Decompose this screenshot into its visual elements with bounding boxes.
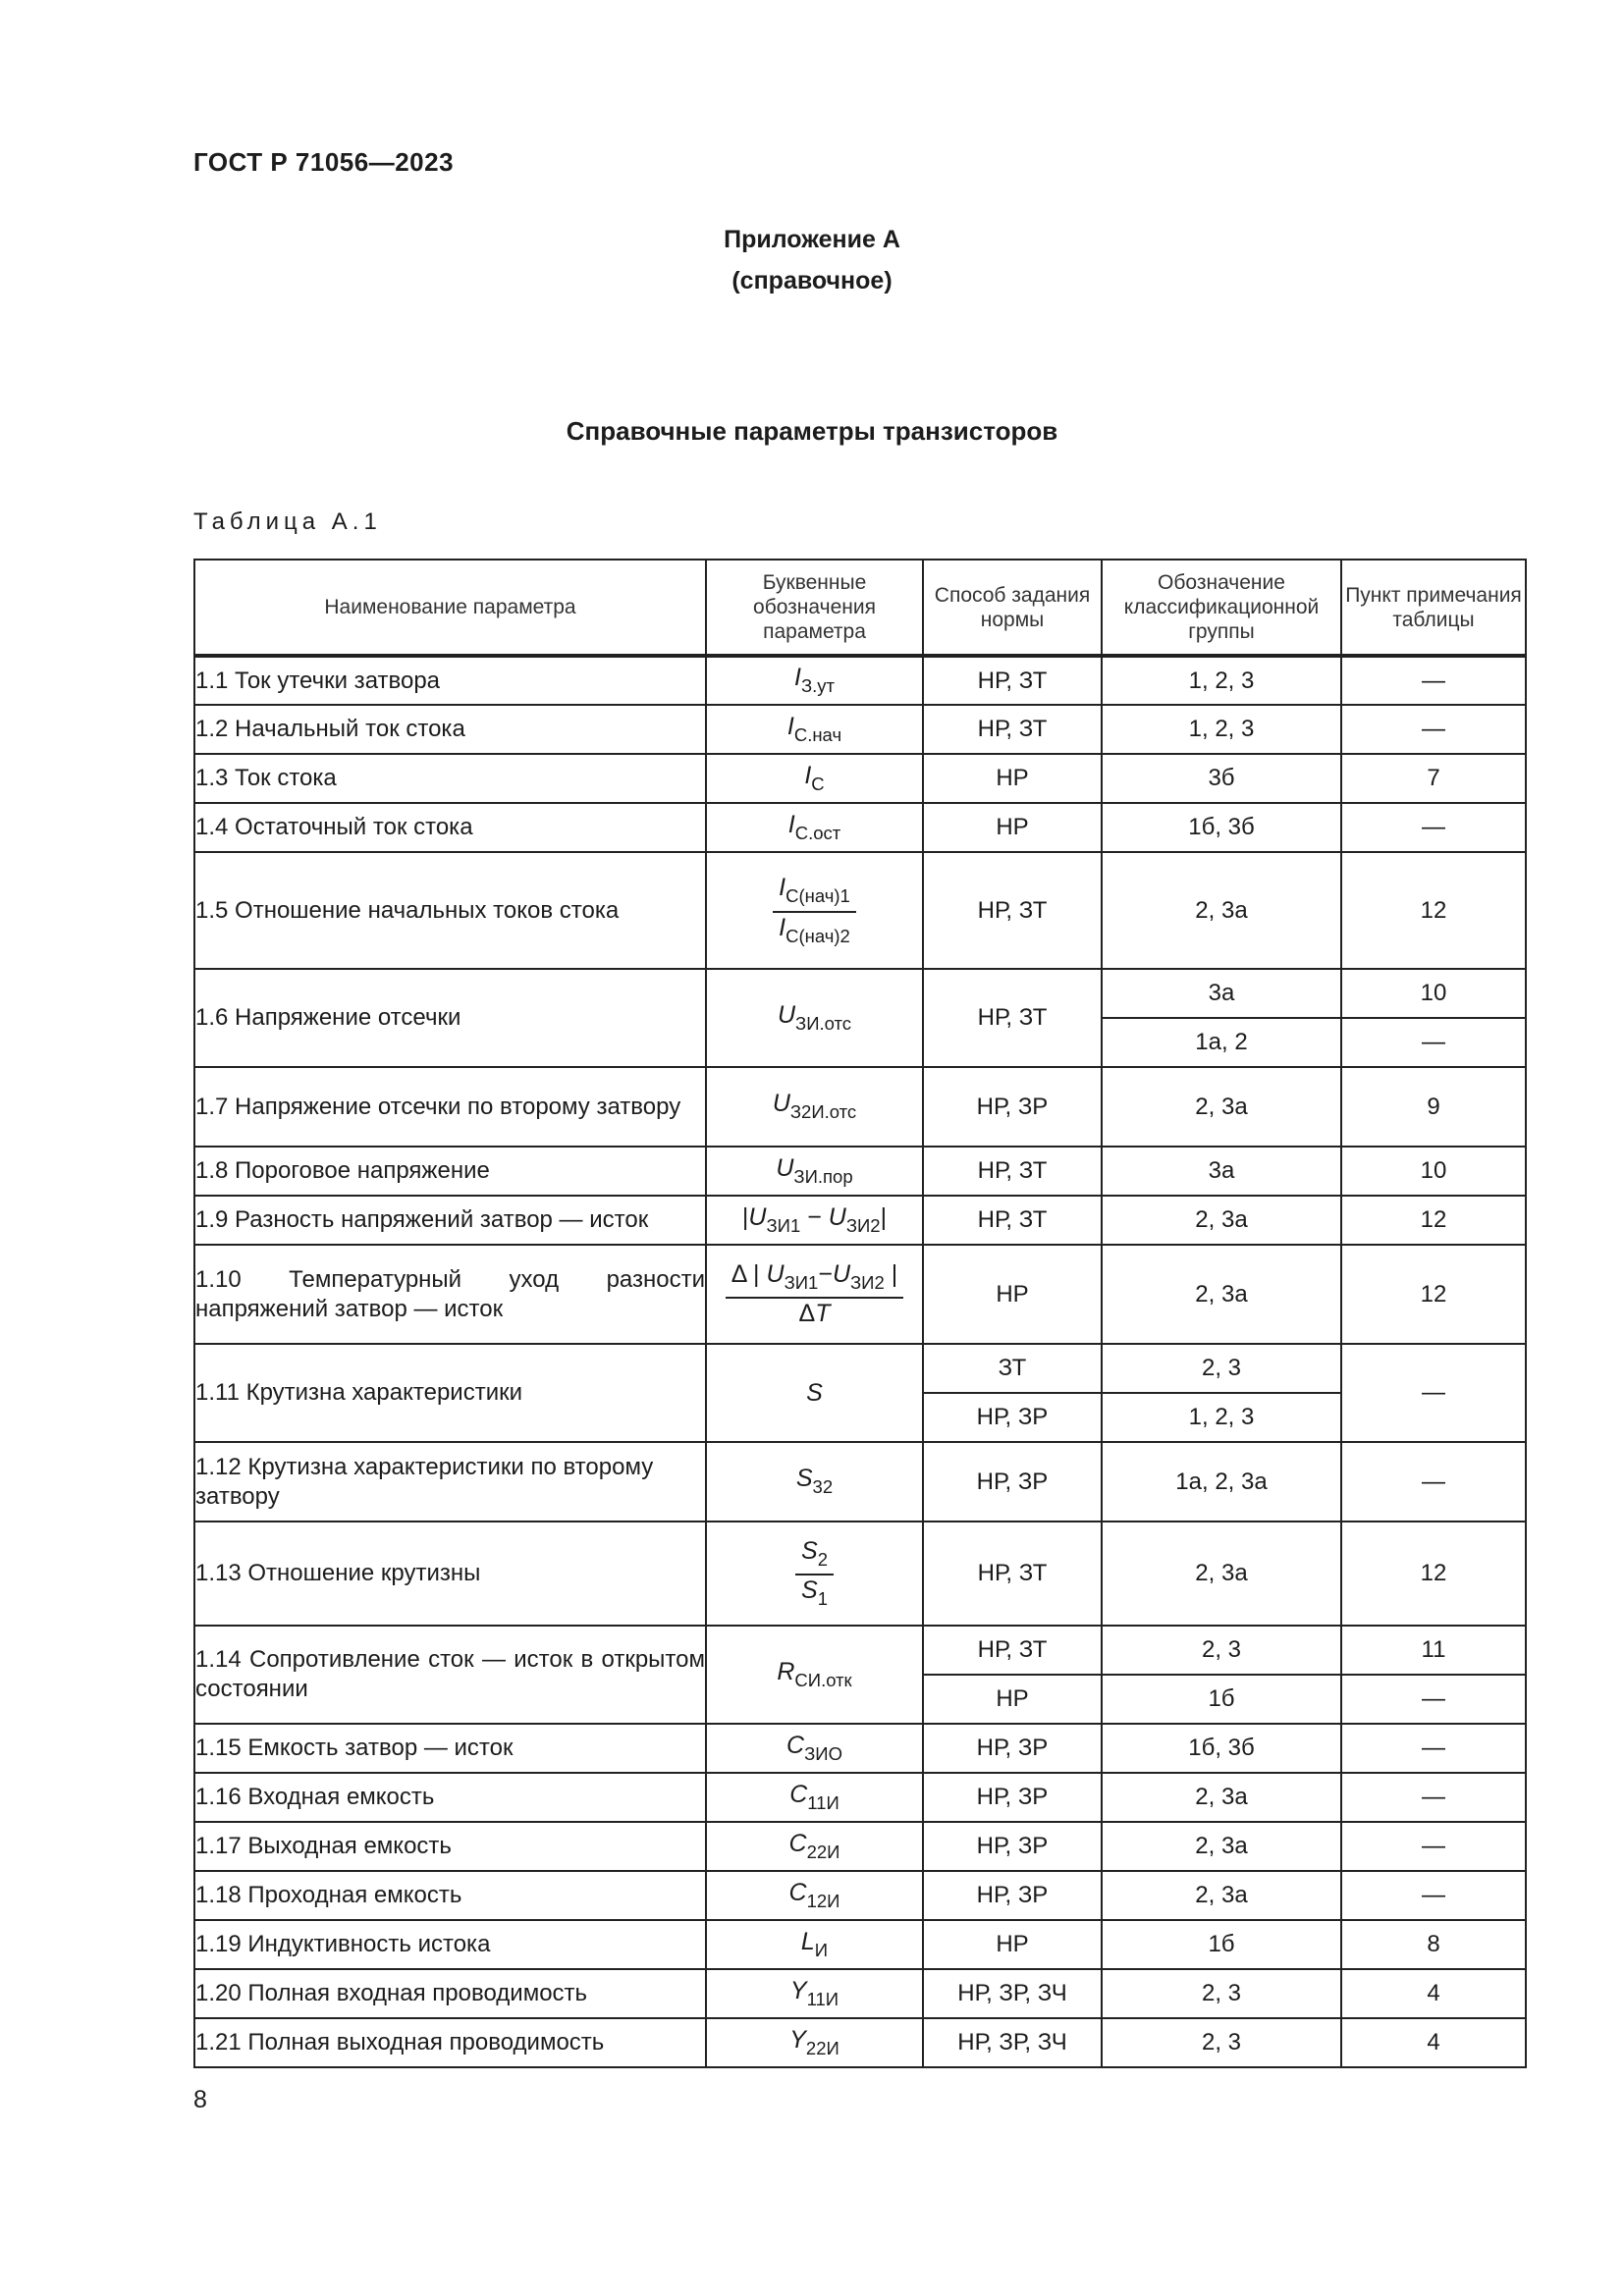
note-ref: —: [1341, 1822, 1526, 1871]
col-header-group: Обозначение классификационной группы: [1102, 560, 1341, 656]
note-ref: 12: [1341, 1196, 1526, 1245]
param-symbol: [706, 1773, 923, 1822]
param-symbol: [706, 969, 923, 1067]
class-group: 1б, 3б: [1102, 1724, 1341, 1773]
symbol-letter: C: [786, 1731, 805, 1759]
symbol-fraction: [795, 1537, 834, 1610]
note-ref: —: [1341, 803, 1526, 852]
class-group: 1б: [1102, 1920, 1341, 1969]
symbol-letter: U: [777, 1000, 796, 1029]
symbol-subscript: ЗИ2: [845, 1215, 881, 1236]
norm-method: НР, ЗР: [923, 1822, 1102, 1871]
table-row: [194, 1147, 1526, 1196]
table-row: [194, 1822, 1526, 1871]
symbol-letter: U: [828, 1202, 846, 1231]
norm-method: НР, ЗР: [923, 1724, 1102, 1773]
symbol-letter: U: [766, 1259, 785, 1288]
class-group: 1а, 2: [1102, 1018, 1341, 1067]
norm-method: НР, ЗР: [923, 1773, 1102, 1822]
norm-method: ЗТ: [923, 1344, 1102, 1393]
norm-method: НР, ЗТ: [923, 1626, 1102, 1675]
norm-method: НР, ЗТ: [923, 656, 1102, 705]
class-group: 1, 2, 3: [1102, 1393, 1341, 1442]
param-symbol: [706, 1969, 923, 2018]
param-symbol: [706, 1442, 923, 1522]
note-ref: 10: [1341, 969, 1526, 1018]
norm-method: НР, ЗР: [923, 1067, 1102, 1147]
param-name: 1.3 Ток стока: [194, 754, 706, 803]
col-header-method: Способ задания нормы: [923, 560, 1102, 656]
symbol-letter: Y: [789, 2025, 806, 2054]
class-group: 2, 3а: [1102, 1196, 1341, 1245]
param-symbol: [706, 1344, 923, 1442]
section-title: Справочные параметры транзисторов: [566, 416, 1058, 446]
param-name: 1.11 Крутизна характеристики: [194, 1344, 706, 1442]
symbol-subscript: СИ.отк: [794, 1670, 852, 1690]
param-name: 1.6 Напряжение отсечки: [194, 969, 706, 1067]
table-row: [194, 1773, 1526, 1822]
param-symbol: [706, 2018, 923, 2067]
symbol-subscript: ЗИ.пор: [793, 1166, 853, 1187]
table-row: [194, 1442, 1526, 1522]
symbol-subscript: З.ут: [800, 675, 835, 697]
class-group: 2, 3а: [1102, 1822, 1341, 1871]
norm-method: НР, ЗТ: [923, 969, 1102, 1067]
note-ref: —: [1341, 1442, 1526, 1522]
appendix-type: (справочное): [731, 267, 893, 294]
param-name: 1.9 Разность напряжений затвор — исток: [194, 1196, 706, 1245]
symbol-letter: S: [801, 1536, 818, 1565]
symbol-letter: C: [788, 1829, 807, 1857]
class-group: 1, 2, 3: [1102, 656, 1341, 705]
symbol-letter: L: [800, 1927, 815, 1955]
param-name: 1.2 Начальный ток стока: [194, 705, 706, 754]
table-row: [194, 1196, 1526, 1245]
symbol-subscript: 2: [817, 1549, 828, 1570]
param-symbol: [706, 1920, 923, 1969]
symbol-letter: S: [806, 1378, 823, 1407]
fraction-numerator: [773, 874, 856, 912]
param-name: 1.13 Отношение крутизны: [194, 1522, 706, 1626]
symbol-letter: T: [815, 1300, 831, 1327]
symbol-subscript: С.ост: [794, 823, 841, 843]
symbol-letter: I: [786, 712, 794, 740]
class-group: 2, 3а: [1102, 1067, 1341, 1147]
class-group: 3б: [1102, 754, 1341, 803]
symbol-letter: Y: [789, 1976, 807, 2004]
col-header-name: Наименование параметра: [194, 560, 706, 656]
param-symbol: [706, 1245, 923, 1344]
symbol-letter: C: [788, 1878, 807, 1906]
class-group: 1а, 2, 3а: [1102, 1442, 1341, 1522]
param-name: 1.5 Отношение начальных токов стока: [194, 852, 706, 969]
symbol-subscript: ЗИ2: [850, 1272, 885, 1293]
note-ref: 11: [1341, 1626, 1526, 1675]
norm-method: НР, ЗР, ЗЧ: [923, 2018, 1102, 2067]
abs-bar-right: |: [880, 1202, 888, 1231]
param-name: 1.16 Входная емкость: [194, 1773, 706, 1822]
param-symbol: [706, 1724, 923, 1773]
table-row: [194, 1067, 1526, 1147]
table-row: [194, 1920, 1526, 1969]
param-symbol: [706, 852, 923, 969]
standard-code: ГОСТ Р 71056—2023: [193, 147, 455, 177]
symbol-subscript: С(нач)2: [785, 925, 850, 946]
param-name: 1.21 Полная выходная проводимость: [194, 2018, 706, 2067]
minus-sign: −: [818, 1259, 833, 1288]
symbol-subscript: ЗИО: [804, 1743, 842, 1764]
param-name: 1.4 Остаточный ток стока: [194, 803, 706, 852]
note-ref: 10: [1341, 1147, 1526, 1196]
table-row: [194, 803, 1526, 852]
table-row: [194, 1871, 1526, 1920]
note-ref: 7: [1341, 754, 1526, 803]
fraction-denominator: [773, 913, 856, 947]
table-row: [194, 1344, 1526, 1393]
norm-method: НР, ЗТ: [923, 705, 1102, 754]
class-group: 2, 3а: [1102, 1871, 1341, 1920]
abs-bar-left: |: [741, 1202, 749, 1231]
norm-method: НР, ЗР: [923, 1442, 1102, 1522]
norm-method: НР, ЗР: [923, 1393, 1102, 1442]
norm-method: НР, ЗТ: [923, 1196, 1102, 1245]
symbol-subscript: И: [814, 1940, 829, 1960]
table-row: [194, 852, 1526, 969]
table-row: [194, 656, 1526, 705]
param-name: 1.12 Крутизна характеристики по второму затвору: [194, 1442, 706, 1522]
param-symbol: [706, 1822, 923, 1871]
param-symbol: [706, 754, 923, 803]
param-name: 1.19 Индуктивность истока: [194, 1920, 706, 1969]
norm-method: НР, ЗТ: [923, 852, 1102, 969]
symbol-letter: I: [794, 664, 801, 692]
class-group: 2, 3: [1102, 1969, 1341, 2018]
symbol-subscript: С(нач)1: [785, 885, 850, 907]
symbol-letter: I: [779, 874, 786, 902]
symbol-letter: S: [801, 1576, 818, 1604]
symbol-fraction: [726, 1260, 903, 1328]
symbol-fraction: [773, 874, 856, 946]
param-symbol: [706, 1067, 923, 1147]
symbol-letter: I: [804, 761, 812, 789]
symbol-letter: S: [795, 1465, 813, 1493]
table-row: [194, 1245, 1526, 1344]
col-header-symbol: Буквенные обозначения параметра: [706, 560, 923, 656]
table-row: [194, 2018, 1526, 2067]
fraction-numerator: [726, 1260, 903, 1299]
page-number: 8: [193, 2086, 207, 2113]
note-ref: 4: [1341, 1969, 1526, 2018]
note-ref: 9: [1341, 1067, 1526, 1147]
norm-method: НР: [923, 754, 1102, 803]
fraction-denominator: [726, 1299, 903, 1328]
norm-method: НР: [923, 1675, 1102, 1724]
param-name: 1.8 Пороговое напряжение: [194, 1147, 706, 1196]
symbol-letter: U: [832, 1259, 850, 1288]
symbol-subscript: 1: [817, 1588, 828, 1610]
table-header-row: [194, 560, 1526, 656]
param-symbol: [706, 1626, 923, 1724]
norm-method: НР: [923, 1920, 1102, 1969]
class-group: 2, 3а: [1102, 1522, 1341, 1626]
symbol-letter: R: [777, 1657, 795, 1685]
note-ref: 4: [1341, 2018, 1526, 2067]
norm-method: НР: [923, 803, 1102, 852]
param-name: 1.14 Сопротивление сток — исток в открытом состоянии: [194, 1626, 706, 1724]
param-symbol: [706, 656, 923, 705]
note-ref: 12: [1341, 852, 1526, 969]
note-ref: —: [1341, 1773, 1526, 1822]
norm-method: НР: [923, 1245, 1102, 1344]
table-row: [194, 705, 1526, 754]
class-group: 3а: [1102, 1147, 1341, 1196]
table-row: [194, 1724, 1526, 1773]
param-name: 1.10 Температурный уход разности напряжений затвор — исток: [194, 1245, 706, 1344]
symbol-letter: U: [772, 1090, 790, 1118]
fraction-numerator: [795, 1537, 834, 1575]
note-ref: —: [1341, 656, 1526, 705]
symbol-subscript: С.нач: [793, 724, 842, 745]
param-name: 1.7 Напряжение отсечки по второму затвору: [194, 1067, 706, 1147]
table-label: Таблица А.1: [193, 508, 382, 535]
table-row: [194, 1969, 1526, 2018]
norm-method: НР, ЗР: [923, 1871, 1102, 1920]
abs-bar-right: |: [884, 1259, 898, 1288]
symbol-subscript: С: [811, 774, 825, 794]
minus-sign: −: [807, 1202, 822, 1231]
note-ref: 12: [1341, 1245, 1526, 1344]
class-group: 2, 3: [1102, 1626, 1341, 1675]
param-symbol: [706, 803, 923, 852]
class-group: 2, 3а: [1102, 1773, 1341, 1822]
note-ref: 8: [1341, 1920, 1526, 1969]
abs-bar-left: |: [746, 1259, 767, 1288]
symbol-letter: C: [789, 1780, 808, 1808]
symbol-letter: U: [748, 1202, 767, 1231]
class-group: 1б: [1102, 1675, 1341, 1724]
param-name: 1.15 Емкость затвор — исток: [194, 1724, 706, 1773]
table-row: [194, 754, 1526, 803]
note-ref: —: [1341, 1675, 1526, 1724]
class-group: 1б, 3б: [1102, 803, 1341, 852]
table-row: [194, 969, 1526, 1018]
symbol-subscript: 12И: [806, 1891, 840, 1911]
class-group: 2, 3: [1102, 2018, 1341, 2067]
symbol-letter: U: [776, 1153, 794, 1182]
param-name: 1.1 Ток утечки затвора: [194, 656, 706, 705]
parameters-table: [193, 559, 1527, 2068]
symbol-subscript: 11И: [807, 1792, 839, 1813]
symbol-subscript: 11И: [806, 1989, 839, 2009]
appendix-title: Приложение А: [724, 226, 900, 253]
symbol-subscript: 22И: [805, 2038, 839, 2058]
note-ref: —: [1341, 1871, 1526, 1920]
symbol-letter: I: [779, 913, 786, 941]
class-group: 3а: [1102, 969, 1341, 1018]
param-symbol: [706, 1522, 923, 1626]
note-ref: —: [1341, 705, 1526, 754]
symbol-subscript: 32: [812, 1476, 834, 1498]
symbol-subscript: ЗИ1: [766, 1215, 801, 1236]
param-symbol: [706, 1871, 923, 1920]
param-symbol: [706, 705, 923, 754]
note-ref: 12: [1341, 1522, 1526, 1626]
symbol-subscript: ЗИ.отс: [795, 1013, 852, 1034]
col-header-note: Пункт примечания таблицы: [1341, 560, 1526, 656]
delta-sign: Δ: [731, 1259, 747, 1288]
note-ref: —: [1341, 1344, 1526, 1442]
symbol-subscript: ЗИ1: [784, 1272, 819, 1293]
param-symbol: [706, 1196, 923, 1245]
param-name: 1.17 Выходная емкость: [194, 1822, 706, 1871]
note-ref: —: [1341, 1724, 1526, 1773]
param-name: 1.20 Полная входная проводимость: [194, 1969, 706, 2018]
symbol-letter: I: [787, 810, 795, 838]
delta-sign: Δ: [798, 1300, 816, 1327]
norm-method: НР, ЗТ: [923, 1522, 1102, 1626]
norm-method: НР, ЗТ: [923, 1147, 1102, 1196]
table-row: [194, 1522, 1526, 1626]
class-group: 2, 3: [1102, 1344, 1341, 1393]
symbol-subscript: 22И: [806, 1842, 840, 1862]
symbol-subscript: З2И.отс: [789, 1101, 857, 1123]
param-symbol: [706, 1147, 923, 1196]
param-name: 1.18 Проходная емкость: [194, 1871, 706, 1920]
note-ref: —: [1341, 1018, 1526, 1067]
class-group: 2, 3а: [1102, 852, 1341, 969]
norm-method: НР, ЗР, ЗЧ: [923, 1969, 1102, 2018]
class-group: 1, 2, 3: [1102, 705, 1341, 754]
class-group: 2, 3а: [1102, 1245, 1341, 1344]
table-row: [194, 1626, 1526, 1675]
fraction-denominator: [795, 1575, 834, 1610]
